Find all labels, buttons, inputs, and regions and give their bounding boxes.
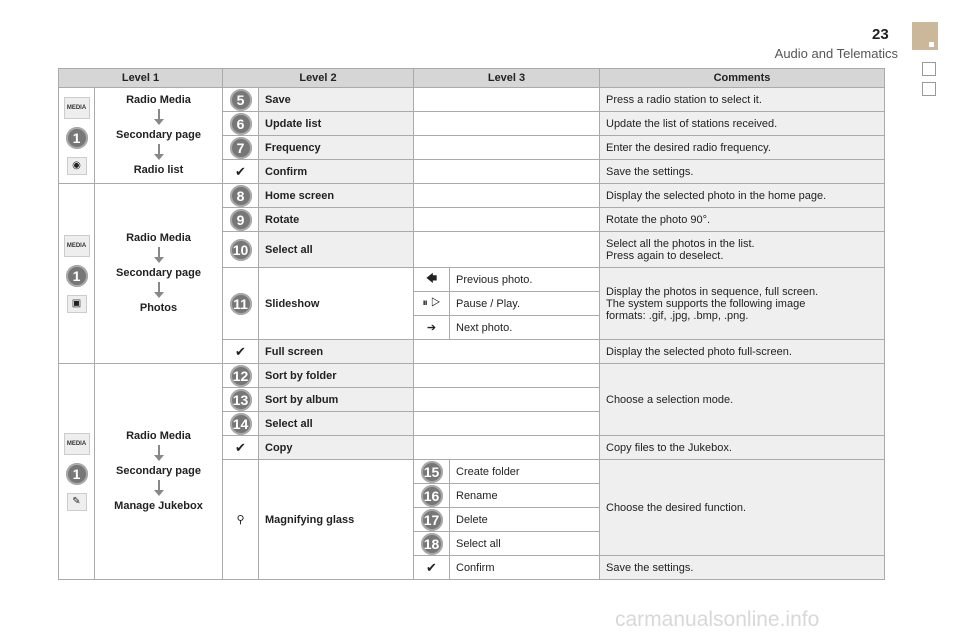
comment: Display the selected photo in the home page.	[600, 184, 885, 208]
level3-previous-photo: Previous photo.	[450, 268, 600, 292]
menu-photos: Photos	[139, 302, 178, 314]
arrow-down-icon	[158, 282, 160, 294]
step-badge: 1	[66, 265, 88, 287]
level3-confirm: Confirm	[450, 556, 600, 580]
arrow-down-icon	[158, 247, 160, 259]
level3-empty	[414, 112, 600, 136]
level2-badge-cell	[223, 232, 259, 268]
arrow-down-icon	[158, 480, 160, 492]
level3-empty	[414, 388, 600, 412]
checkmark-icon: ✔	[235, 343, 246, 359]
level1-icons-cell	[59, 364, 95, 580]
arrow-down-icon	[158, 109, 160, 121]
level3-icon-cell	[414, 268, 450, 292]
menu-manage-jukebox: Manage Jukebox	[114, 500, 203, 512]
photo-icon: ▣	[67, 295, 87, 313]
step-badge: 18	[421, 533, 443, 555]
menu-radio-media: Radio Media	[126, 232, 191, 244]
level2-sort-by-folder: Sort by folder	[259, 364, 414, 388]
comment: Press a radio station to select it.	[600, 88, 885, 112]
comment: Update the list of stations received.	[600, 112, 885, 136]
arrow-down-icon	[158, 144, 160, 156]
level3-empty	[414, 364, 600, 388]
level3-empty	[414, 184, 600, 208]
step-badge: 11	[230, 293, 252, 315]
col-header-level3: Level 3	[414, 69, 600, 88]
comment: Rotate the photo 90°.	[600, 208, 885, 232]
section-title: Audio and Telematics	[774, 46, 898, 61]
level3-empty	[414, 208, 600, 232]
level3-empty	[414, 136, 600, 160]
step-badge: 14	[230, 413, 252, 435]
level2-icon-cell	[223, 436, 259, 460]
level3-badge-cell	[414, 460, 450, 484]
step-badge: 15	[421, 461, 443, 483]
level2-update-list: Update list	[259, 112, 414, 136]
level3-empty	[414, 412, 600, 436]
level2-sort-by-album: Sort by album	[259, 388, 414, 412]
col-header-level1: Level 1	[59, 69, 223, 88]
step-badge: 9	[230, 209, 252, 231]
level3-icon-cell	[414, 292, 450, 316]
level2-frequency: Frequency	[259, 136, 414, 160]
step-badge: 1	[66, 463, 88, 485]
level2-confirm: Confirm	[259, 160, 414, 184]
level1-menu-path	[95, 184, 223, 364]
step-badge: 13	[230, 389, 252, 411]
comment-line: Display the photos in sequence, full screen.	[606, 285, 819, 298]
media-button-icon: MEDIA	[64, 235, 90, 257]
level2-icon-cell	[223, 160, 259, 184]
pause-play-icon: ⏸ ▷	[422, 297, 441, 309]
watermark: carmanualsonline.info	[615, 608, 820, 631]
level2-badge-cell	[223, 184, 259, 208]
step-badge: 10	[230, 239, 252, 261]
checkmark-icon: ✔	[426, 559, 437, 575]
table-row	[59, 88, 885, 112]
menu-radio-list: Radio list	[133, 164, 184, 176]
step-badge: 12	[230, 365, 252, 387]
level2-badge-cell	[223, 208, 259, 232]
level1-icons-cell	[59, 184, 95, 364]
menu-table	[58, 68, 885, 580]
media-button-icon: MEDIA	[64, 97, 90, 119]
step-badge: 17	[421, 509, 443, 531]
comment	[600, 232, 885, 268]
step-badge: 7	[230, 137, 252, 159]
comment: Save the settings.	[600, 160, 885, 184]
comment: Save the settings.	[600, 556, 885, 580]
checkmark-icon: ✔	[235, 163, 246, 179]
level2-full-screen: Full screen	[259, 340, 414, 364]
col-header-level2: Level 2	[223, 69, 414, 88]
level3-empty	[414, 160, 600, 184]
comment: Copy files to the Jukebox.	[600, 436, 885, 460]
comment: Enter the desired radio frequency.	[600, 136, 885, 160]
level2-select-all: Select all	[259, 412, 414, 436]
page-number: 23	[872, 26, 889, 43]
level3-empty	[414, 232, 600, 268]
menu-secondary-page: Secondary page	[116, 267, 201, 279]
section-tab-marker	[912, 22, 938, 50]
menu-secondary-page: Secondary page	[116, 465, 201, 477]
level2-badge-cell	[223, 412, 259, 436]
menu-radio-media: Radio Media	[126, 430, 191, 442]
section-square-1	[922, 62, 936, 76]
level1-icons-cell	[59, 88, 95, 184]
menu-secondary-page: Secondary page	[116, 129, 201, 141]
level3-next-photo: Next photo.	[450, 316, 600, 340]
step-badge: 6	[230, 113, 252, 135]
antenna-icon: ◉	[67, 157, 87, 175]
comment: Choose the desired function.	[600, 460, 885, 556]
level3-pause-play: Pause / Play.	[450, 292, 600, 316]
arrow-right-icon: ➔	[426, 322, 437, 334]
level3-empty	[414, 436, 600, 460]
comment-line: Press again to deselect.	[606, 249, 724, 262]
menu-radio-media: Radio Media	[126, 94, 191, 106]
jukebox-icon: ✎	[67, 493, 87, 511]
level3-empty	[414, 340, 600, 364]
level2-icon-cell	[223, 460, 259, 580]
comment-line: The system supports the following image	[606, 297, 806, 310]
media-button-icon: MEDIA	[64, 433, 90, 455]
level3-icon-cell	[414, 316, 450, 340]
checkmark-icon: ✔	[235, 439, 246, 455]
level3-select-all: Select all	[450, 532, 600, 556]
level3-badge-cell	[414, 484, 450, 508]
table-header-row	[59, 69, 885, 88]
table-row	[59, 184, 885, 208]
comment-line: formats: .gif, .jpg, .bmp, .png.	[606, 309, 749, 322]
magnifying-glass-icon: ⚲	[236, 514, 245, 526]
level1-menu-path	[95, 88, 223, 184]
level2-magnifying-glass: Magnifying glass	[259, 460, 414, 580]
level3-icon-cell	[414, 556, 450, 580]
level3-empty	[414, 88, 600, 112]
arrow-down-icon	[158, 445, 160, 457]
level3-badge-cell	[414, 508, 450, 532]
level2-badge-cell	[223, 268, 259, 340]
comment: Display the selected photo full-screen.	[600, 340, 885, 364]
level3-badge-cell	[414, 532, 450, 556]
level2-home-screen: Home screen	[259, 184, 414, 208]
level2-badge-cell	[223, 136, 259, 160]
step-badge: 5	[230, 89, 252, 111]
level3-delete: Delete	[450, 508, 600, 532]
level2-save: Save	[259, 88, 414, 112]
step-badge: 1	[66, 127, 88, 149]
section-square-2	[922, 82, 936, 96]
level2-badge-cell	[223, 88, 259, 112]
step-badge: 16	[421, 485, 443, 507]
level2-badge-cell	[223, 364, 259, 388]
comment: Choose a selection mode.	[600, 364, 885, 436]
comment-line: Select all the photos in the list.	[606, 237, 755, 250]
level2-badge-cell	[223, 112, 259, 136]
level1-menu-path	[95, 364, 223, 580]
comment	[600, 268, 885, 340]
table-row	[59, 364, 885, 388]
level2-rotate: Rotate	[259, 208, 414, 232]
level2-copy: Copy	[259, 436, 414, 460]
level2-badge-cell	[223, 388, 259, 412]
level3-rename: Rename	[450, 484, 600, 508]
level2-icon-cell	[223, 340, 259, 364]
col-header-comments: Comments	[600, 69, 885, 88]
level2-slideshow: Slideshow	[259, 268, 414, 340]
step-badge: 8	[230, 185, 252, 207]
level2-select-all: Select all	[259, 232, 414, 268]
level3-create-folder: Create folder	[450, 460, 600, 484]
arrow-left-icon: 🡄	[425, 273, 438, 285]
